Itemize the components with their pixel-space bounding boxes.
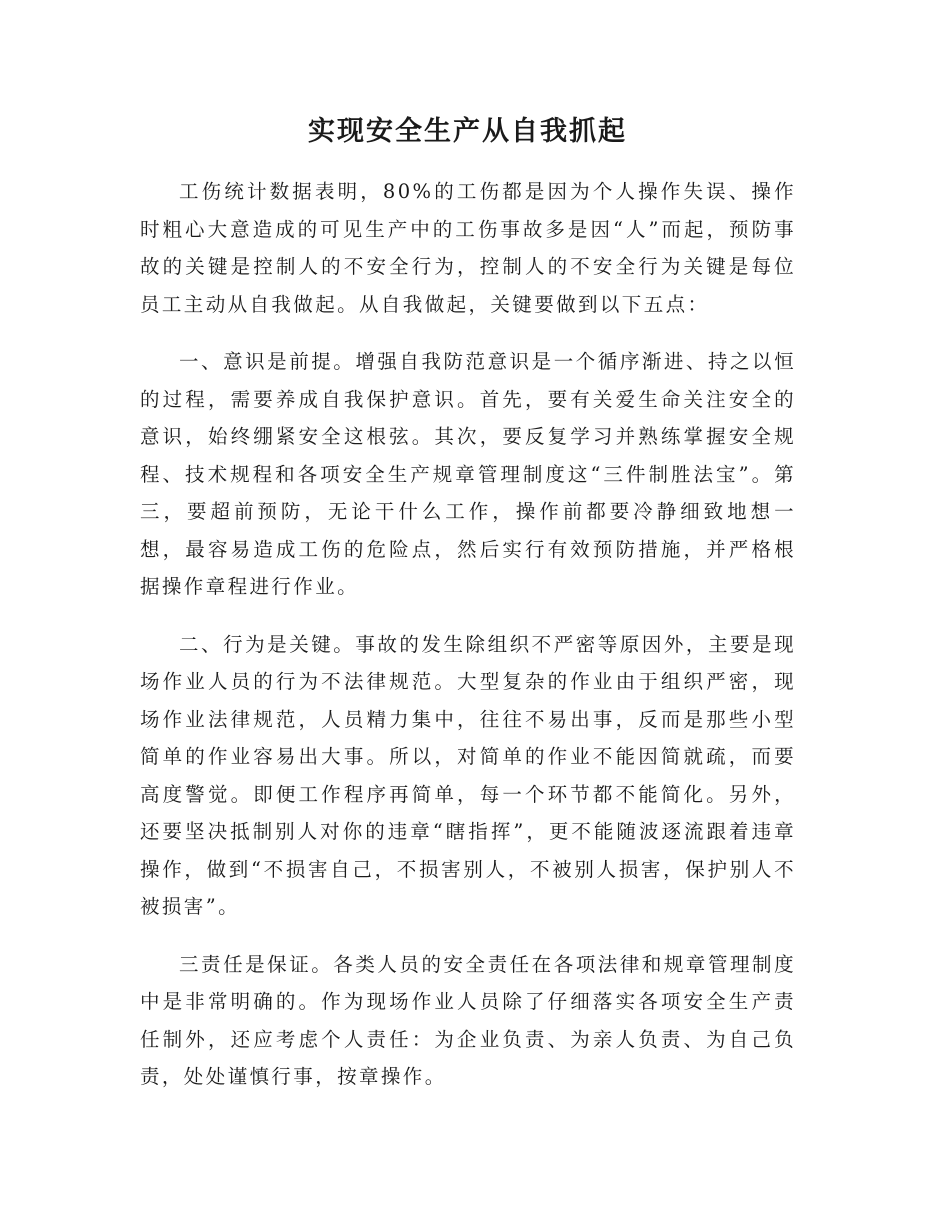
paragraph-intro: 工伤统计数据表明，80%的工伤都是因为个人操作失误、操作时粗心大意造成的可见生产中的工伤事故多是因“人”而起，预防事故的关键是控制人的不安全行为，控制人的不安全行为关键是每位员工主动从自我做起。从自我做起，关键要做到以下五点：	[140, 180, 796, 316]
paragraph-responsibility: 三责任是保证。各类人员的安全责任在各项法律和规章管理制度中是非常明确的。作为现场作业人员除了仔细落实各项安全生产责任制外，还应考虑个人责任：为企业负责、为亲人负责、为自己负责，处处谨慎行事，按章操作。	[140, 952, 796, 1088]
paragraph-awareness: 一、意识是前提。增强自我防范意识是一个循序渐进、持之以恒的过程，需要养成自我保护意识。首先，要有关爱生命关注安全的意识，始终绷紧安全这根弦。其次，要反复学习并熟练掌握安全规程、技术规程和各项安全生产规章管理制度这“三件制胜法宝”。第三，要超前预防，无论干什么工作，操作前都要冷静细致地想一想，最容易造成工伤的危险点，然后实行有效预防措施，并严格根据操作章程进行作业。	[140, 350, 796, 598]
document-title: 实现安全生产从自我抓起	[308, 116, 627, 147]
paragraph-behavior: 二、行为是关键。事故的发生除组织不严密等原因外，主要是现场作业人员的行为不法律规范。大型复杂的作业由于组织严密，现场作业法律规范，人员精力集中，往往不易出事，反而是那些小型简单的作业容易出大事。所以，对简单的作业不能因简就疏，而要高度警觉。即便工作程序再简单，每一个环节都不能简化。另外，还要坚决抵制别人对你的违章“瞎指挥”，更不能随波逐流跟着违章操作，做到“不损害自己，不损害别人，不被别人损害，保护别人不被损害”。	[140, 632, 796, 918]
